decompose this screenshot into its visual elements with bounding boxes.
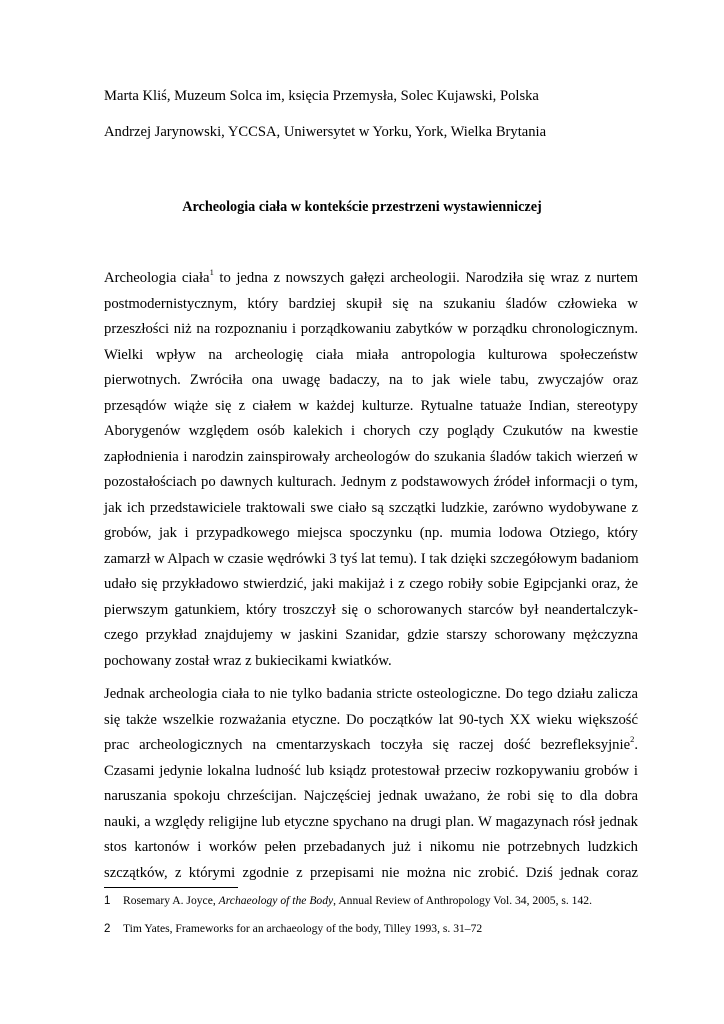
paragraph-line: postmodernistycznym, który bardziej skupił się na szukaniu śladów człowieka w [104,295,638,312]
paragraph-line: stos kartonów i worków pełen przebadanych już i nikomu nie potrzebnych ludzkich [104,839,638,855]
paragraph-line: Archeologia ciała$^1$ to jedna z nowszych gałęzi archeologii. Narodziła się wraz z nurtem [104,267,638,286]
paragraph-line: nauki, a względy religijne lub etyczne spychano na drugi plan. W magazynach rósł jednak [104,813,638,830]
paragraph-line: pozostałościach po dawnych kulturach. Jednym z podstawowych źródeł informacji o tym, [104,474,638,490]
paragraph-line: czego przykład znajdujemy w jaskini Szanidar, gdzie starszy schorowany mężczyzna [104,627,638,643]
paragraph-line: pierwotnych. Zwróciła ona uwagę badaczy, na to jak wiele tabu, zwyczajów oraz [104,372,638,388]
paragraph-line: pochowany został wraz z bukiecikami kwiatków. [104,652,392,669]
paragraph-line: przeszłości niż na rozpoznaniu i porządkowaniu zabytków w porządku chronologicznym. [104,321,638,337]
author-line-2: Andrzej Jarynowski, YCCSA, Uniwersytet w Yorku, York, Wielka Brytania [104,124,547,140]
paragraph-line: Jednak archeologia ciała to nie tylko badania stricte osteologiczne. Do tego działu zalicza [104,686,638,702]
paragraph-line: Czasami jedynie lokalna ludność lub ksiądz protestował przeciw rozkopywaniu grobów i [104,762,638,779]
paragraph-line: przesądów wiąże się z ciałem w każdej kulturze. Rytualne tatuaże Indian, stereotypy [104,397,638,414]
paragraph-line: Wielki wpływ na archeologię ciała miała antropologia kulturowa społeczeństw [104,346,638,363]
paragraph-1 [104,266,638,674]
footnote-number: 1 [104,895,111,907]
paragraph-line: jak ich przedstawiciele traktowali swe ciało są szczątki ludzkie, zarówno wydobywane z [104,499,638,516]
paragraph-line: Aborygenów względem osób kalekich i chorych czy poglądy Czukutów na kwestie [104,423,638,439]
paragraph-line: zamarzł w Alpach w czasie wędrówki 3 tyś lat temu). I tak dzięki szczegółowym badaniom [104,550,639,567]
footnote-ref-2: 2 [630,734,635,745]
paragraph-line: naruszania spokoju chrześcijan. Najczęściej jednak uważano, że robi się to dla dobra [104,788,638,804]
paragraph-line: zapłodnienia i narodzin zainspirowały archeologów do szukania śladów takich wierzeń w [104,448,638,465]
document-title: Archeologia ciała w kontekście przestrzeni wystawienniczej [182,199,542,215]
author-line-1: Marta Kliś, Muzeum Solca im, księcia Przemysła, Solec Kujawski, Polska [104,88,539,104]
footnote-1: 1 Rosemary A. Joyce, Archaeology of the Body, Annual Review of Anthropology Vol. 34, 2005, s. 142. [104,894,592,907]
paragraph-line: prac archeologicznych na cmentarzyskach toczyła się raczej dość bezrefleksyjnie$^2$. [104,734,638,753]
paragraph-line: udało się przykładowo stwierdzić, jaki makijaż i z czego robiły sobie Egipcjanki oraz, że [104,576,638,592]
paragraph-line: się także wszelkie rozważania etyczne. Do początków lat 90-tych XX wieku większość [104,711,638,728]
footnote-ref-1: 1 [209,267,214,278]
footnote-number: 2 [104,923,111,935]
paragraph-line: pierwszym gatunkiem, który troszczył się o schorowanych starców był neandertalczyk- [104,601,638,618]
footnote-2: 2 Tim Yates, Frameworks for an archaeology of the body, Tilley 1993, s. 31–72 [104,922,483,935]
paragraph-line: szczątków, z którymi zgodnie z przepisami nie można nic zrobić. Dziś jednak coraz [104,864,638,881]
paragraph-line: grobów, jak i przypadkowego miejsca spoczynku (np. mumia lodowa Otziego, który [104,525,638,541]
footnote-separator [104,887,238,888]
paragraph-2 [104,682,638,886]
